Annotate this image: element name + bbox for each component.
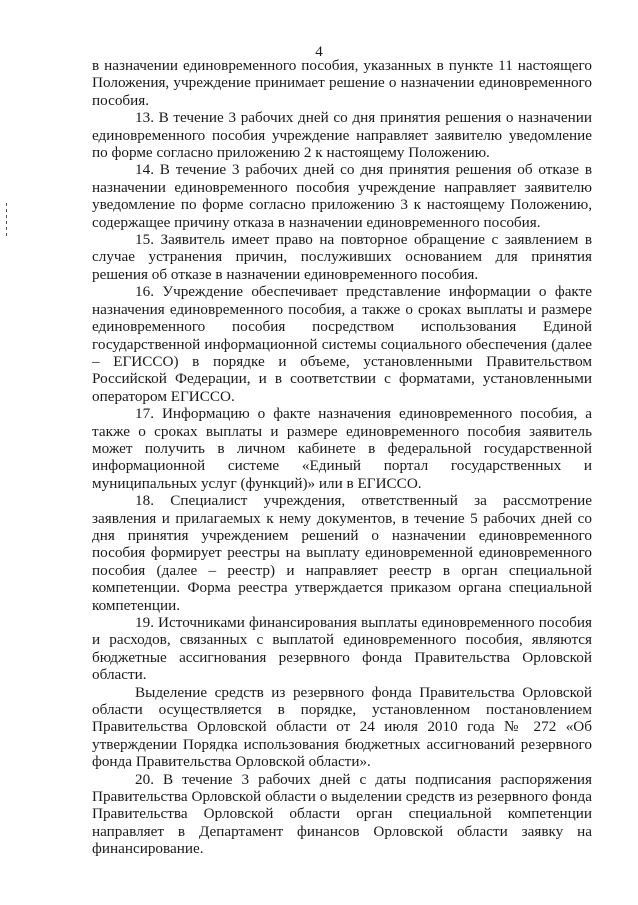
paragraph-continuation: в назначении единовременного пособия, указанных в пункте 11 настоящего Положения, учреждение принимает решение о назначении единовременного пособия. <box>92 57 592 109</box>
paragraph-19-funding-note: Выделение средств из резервного фонда Правительства Орловской области осуществляется в порядке, установленном постановлением Правительства Орловской области от 24 июля 2010 года № 272 «Об утверждении Порядка использования бюджетных ассигнований резервного фонда Правительства Орловской области». <box>92 683 592 771</box>
paragraph-18: 18. Специалист учреждения, ответственный за рассмотрение заявления и прилагаемых к нему документов, в течение 5 рабочих дней со дня принятия учреждением решений о назначении единовременного пособия формирует реестры на выплату единовременной единовременного пособия (далее – реестр) и направляет реестр в орган специальной компетенции. Форма реестра утверждается приказом органа специальной компетенции. <box>92 492 592 614</box>
paragraph-17: 17. Информацию о факте назначения единовременного пособия, а также о сроках выплаты и размере единовременного пособия заявитель может получить в личном кабинете в федеральной государственной информационной системе «Единый портал государственных и муниципальных услуг (функций)» или в ЕГИССО. <box>92 405 592 492</box>
paragraph-13: 13. В течение 3 рабочих дней со дня принятия решения о назначении единовременного пособия учреждение направляет заявителю уведомление по форме согласно приложению 2 к настоящему Положению. <box>92 109 592 162</box>
paragraph-19: 19. Источниками финансирования выплаты единовременного пособия и расходов, связанных с выплатой единовременного пособия, являются бюджетные ассигнования резервного фонда Правительства Орловской области. <box>92 614 592 684</box>
paragraph-14: 14. В течение 3 рабочих дней со дня принятия решения об отказе в назначении единовременного пособия учреждение направляет заявителю уведомление по форме согласно приложению 3 к настоящему Положению, содержащее причину отказа в назначении единовременного пособия. <box>92 161 592 231</box>
paragraph-15: 15. Заявитель имеет право на повторное обращение с заявлением в случае устранения причин, послуживших основанием для принятия решения об отказе в назначении единовременного пособия. <box>92 231 592 283</box>
page-number: 4 <box>315 44 323 60</box>
margin-marks <box>6 203 9 243</box>
document-body <box>92 57 592 858</box>
paragraph-16: 16. Учреждение обеспечивает представление информации о факте назначения единовременного пособия, а также о сроках выплаты и размере единовременного пособия посредством использования Единой государственной информационной системы социального обеспечения (далее – ЕГИССО) в порядке и объеме, установленными Правительством Российской Федерации, и в соответствии с форматами, установленными оператором ЕГИССО. <box>92 283 592 405</box>
paragraph-20: 20. В течение 3 рабочих дней с даты подписания распоряжения Правительства Орловской области о выделении средств из резервного фонда Правительства Орловской области орган специальной компетенции направляет в Департамент финансов Орловской области заявку на финансирование. <box>92 770 592 858</box>
